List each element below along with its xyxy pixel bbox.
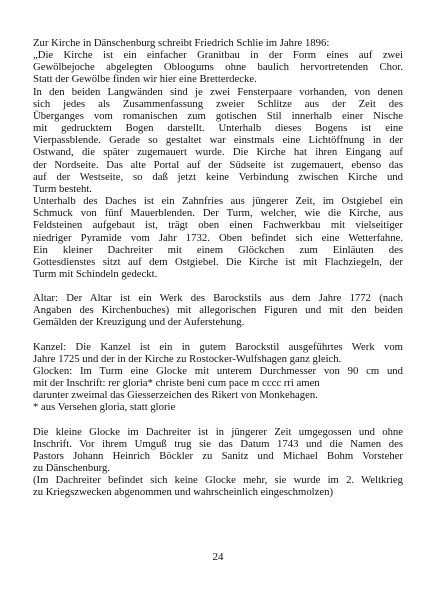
text-line: Gewölbejoche abgelegten Obloogums ohne baulich hervortretenden Chor. [33,61,403,74]
paragraph-gap [33,280,403,292]
text-line: Vierpassblende. Gerade so gestaltet war einstmals eine Lichtöffnung in der [33,134,403,147]
text-line: zu Kriegszwecken abgenommen und wahrscheinlich eingeschmolzen) [33,486,334,499]
text-line: mit gedrucktem Bogen darstellt. Unterhalb dieses Bogens ist eine [33,122,403,135]
text-line: Ein kleiner Dachreiter mit einem Glöckchen zum Einläuten des [33,243,403,256]
text-line: (Im Dachreiter befindet sich keine Glocke mehr, sie wurde im 2. Weltkrieg [33,474,403,487]
paragraph-gap [33,414,403,426]
document-body [33,37,403,498]
text-line: Kanzel: Die Kanzel ist ein in gutem Barockstil ausgeführtes Werk vom [33,340,403,353]
text-line: Inschrift. Vor ihrem Umguß trug sie das Datum 1743 und die Namen des [33,437,403,450]
text-line: Schmuck von fünf Mauerblenden. Der Turm, welcher, wie die Kirche, aus [33,207,403,220]
text-line: der Nordseite. Das alte Portal auf der Südseite ist zugemauert, ebenso das [33,158,403,171]
text-line: niedriger Pyramide vom Jahr 1732. Oben befindet sich eine Wetterfahne. [33,231,403,244]
paragraph-gap [33,329,403,341]
text-line: Feldsteinen aufgebaut ist, trägt oben einen Fachwerkbau mit vielseitiger [33,219,403,232]
text-line: * aus Versehen gloria, statt glorie [33,401,176,414]
text-line: Statt der Gewölbe finden wir hier eine Bretterdecke. [33,73,257,86]
text-line: Unterhalb des Daches ist ein Zahnfries aus jüngerer Zeit, im Ostgiebel ein [33,195,403,208]
text-line: „Die Kirche ist ein einfacher Granitbau in der Form eines auf zwei [33,49,403,62]
text-line: Turm mit Schindeln gedeckt. [33,267,158,280]
text-line: zu Dänschenburg. [33,462,110,474]
text-line: Gottesdienstes sitzt auf dem Ostgiebel. Die Kirche ist mit Flachziegeln, der [33,255,403,268]
paragraph [33,426,403,499]
paragraph [33,37,403,280]
text-line: darunter zweimal das Giesserzeichen des Rikert von Monkehagen. [33,389,318,402]
text-line: Angaben des Kirchenbuches) mit allegorischen Figuren und mit den beiden [33,304,403,317]
text-line: Gemälden der Kreuzigung und der Auferstehung. [33,316,245,329]
text-line: Turm besteht. [33,182,92,195]
text-line: Ostwand, die später zugemauert wurde. Die Kirche hat ihren Eingang auf [33,146,403,159]
text-line: Überganges vom romanischen zum gotischen Stil innerhalb einer Nische [33,109,403,122]
paragraph [33,341,403,414]
text-line: In den beiden Langwänden sind je zwei Fensterpaare vorhanden, von denen [33,85,403,98]
text-line: Altar: Der Altar ist ein Werk des Barockstils aus dem Jahre 1772 (nach [33,292,403,305]
text-line: auf der Westseite, so daß jetzt keine Verbindung zwischen Kirche und [33,170,403,183]
page-number: 24 [212,551,224,563]
text-line: mit der Inschrift: rer gloria* christe beni cum pace m cccc rri amen [33,377,320,390]
text-line: Zur Kirche in Dänschenburg schreibt Friedrich Schlie im Jahre 1896: [33,37,330,49]
text-line: Glocken: Im Turm eine Glocke mit unterem Durchmesser von 90 cm und [33,364,403,377]
text-line: Die kleine Glocke im Dachreiter ist in jüngerer Zeit umgegossen und ohne [33,425,403,438]
paragraph [33,292,403,328]
text-line: sich jedes als Zusammenfassung zweier Schlitze aus der Zeit des [33,97,403,110]
text-line: Jahre 1725 und der in der Kirche zu Rostocker-Wulfshagen ganz gleich. [33,352,342,365]
text-line: Pastors Johann Heinrich Böckler zu Sanitz und Michael Bohm Vorsteher [33,449,403,462]
